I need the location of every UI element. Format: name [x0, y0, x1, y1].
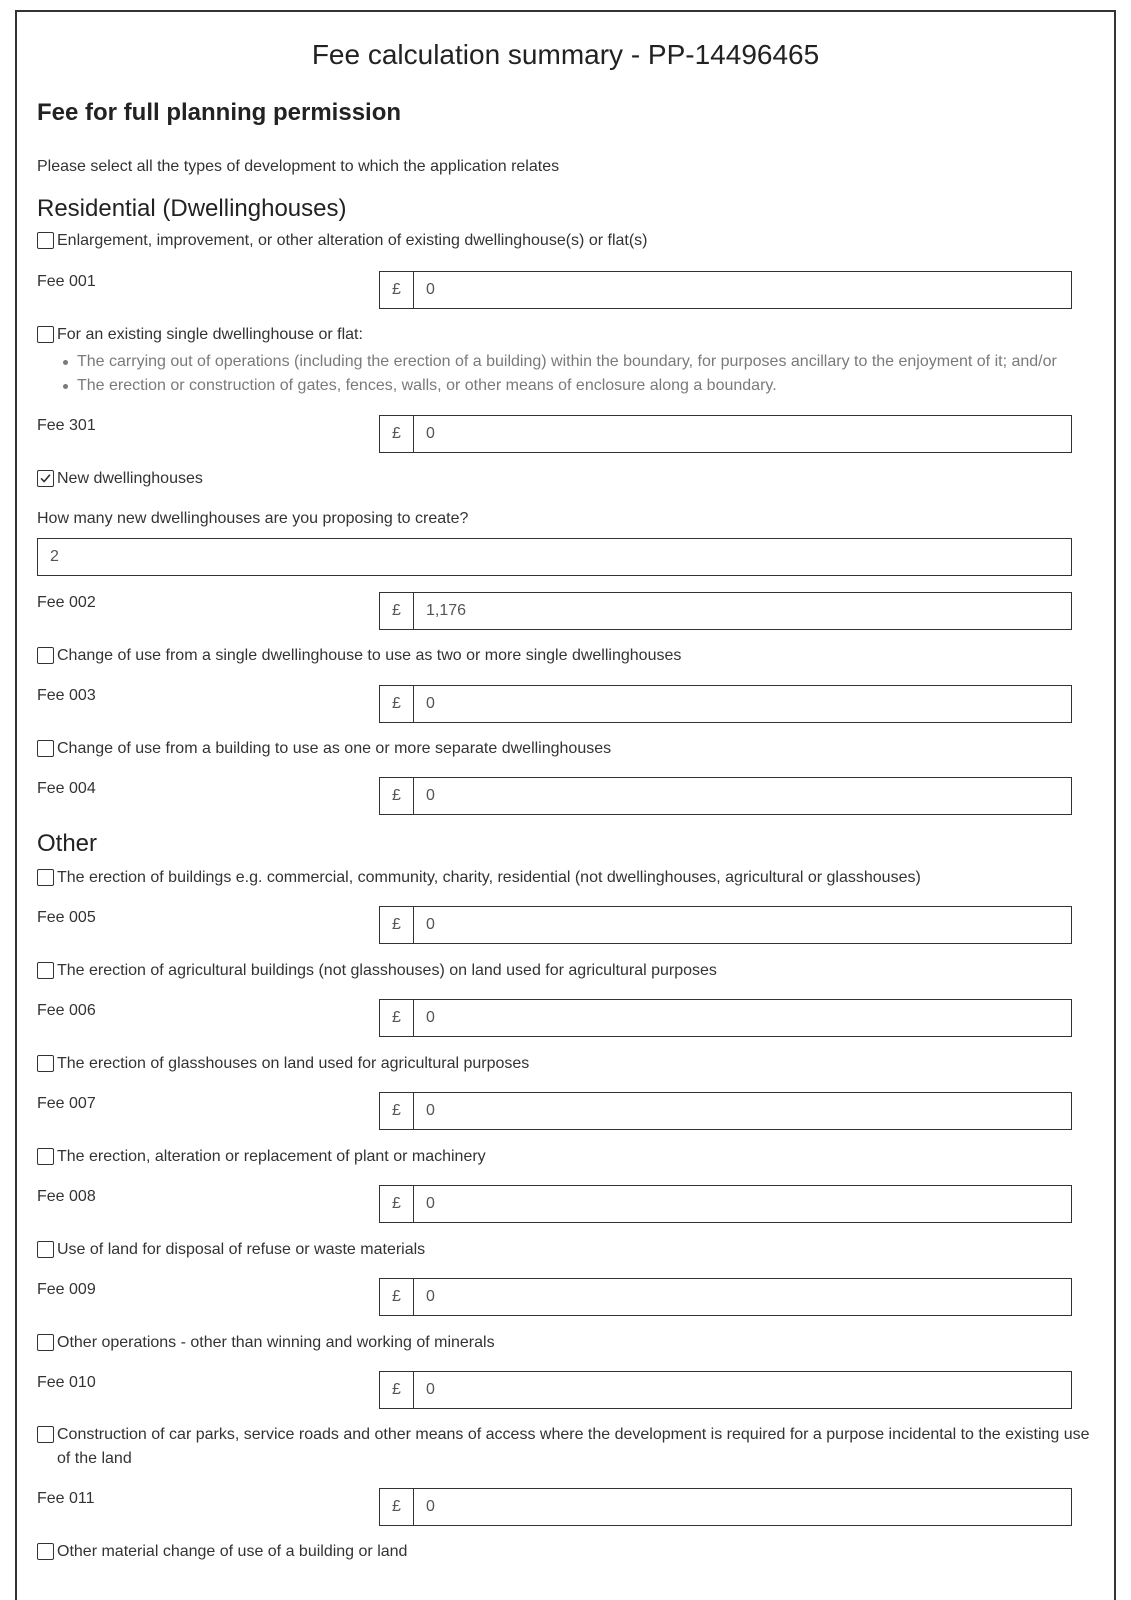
fee-label: Fee 004	[37, 780, 96, 797]
option-label: Construction of car parks, service roads and other means of access where the development is required for a purpose incidental to the existing use of the land	[57, 1426, 1090, 1467]
fee-amount-value[interactable]: 0	[426, 787, 435, 804]
checkbox-unchecked[interactable]	[37, 326, 54, 343]
fee-label: Fee 301	[37, 417, 96, 434]
option-label: For an existing single dwellinghouse or flat:	[57, 326, 363, 343]
option-label: The erection, alteration or replacement of plant or machinery	[57, 1148, 486, 1165]
currency-prefix: £	[380, 416, 414, 452]
fee-label: Fee 001	[37, 273, 96, 290]
currency-prefix: £	[380, 1279, 414, 1315]
development-type-option[interactable]	[37, 1145, 1097, 1169]
development-type-option[interactable]	[37, 644, 1097, 668]
fee-amount-value[interactable]: 0	[426, 1195, 435, 1212]
fee-amount-value[interactable]: 0	[426, 425, 435, 442]
development-type-option[interactable]	[37, 737, 1097, 761]
option-label: Change of use from a single dwellinghouse to use as two or more single dwellinghouses	[57, 647, 682, 664]
currency-prefix: £	[380, 593, 414, 629]
development-type-option[interactable]	[37, 1331, 1097, 1355]
fee-amount-value[interactable]: 1,176	[426, 602, 467, 619]
fee-amount-field[interactable]	[379, 1488, 1072, 1526]
checkbox-unchecked[interactable]	[37, 1426, 54, 1443]
fee-amount-value[interactable]: 0	[426, 1381, 435, 1398]
development-type-option[interactable]	[37, 323, 1097, 347]
development-type-option[interactable]	[37, 1238, 1097, 1262]
development-type-option[interactable]	[37, 959, 1097, 983]
page-title: Fee calculation summary - PP-14496465	[311, 39, 820, 70]
fee-amount-field[interactable]	[379, 906, 1072, 944]
fee-label: Fee 009	[37, 1281, 96, 1298]
fee-amount-value[interactable]: 0	[426, 1498, 435, 1515]
checkbox-unchecked[interactable]	[37, 1241, 54, 1258]
group-heading-residential: Residential (Dwellinghouses)	[37, 195, 347, 222]
dwellinghouses-count-field[interactable]: 2	[37, 538, 1072, 576]
development-type-option[interactable]	[37, 866, 1097, 890]
development-type-option[interactable]	[37, 1540, 1097, 1564]
fee-amount-value[interactable]: 0	[426, 281, 435, 298]
fee-amount-field[interactable]	[379, 415, 1072, 453]
fee-label: Fee 007	[37, 1095, 96, 1112]
currency-prefix: £	[380, 907, 414, 943]
currency-prefix: £	[380, 1093, 414, 1129]
development-type-option[interactable]	[37, 1052, 1097, 1076]
checkbox-unchecked[interactable]	[37, 740, 54, 757]
currency-prefix: £	[380, 272, 414, 308]
checkbox-unchecked[interactable]	[37, 869, 54, 886]
currency-prefix: £	[380, 686, 414, 722]
option-bullet-list	[57, 350, 1097, 398]
checkbox-unchecked[interactable]	[37, 647, 54, 664]
currency-prefix: £	[380, 1372, 414, 1408]
checkbox-unchecked[interactable]	[37, 962, 54, 979]
fee-amount-field[interactable]	[379, 1371, 1072, 1409]
currency-prefix: £	[380, 1186, 414, 1222]
checkbox-unchecked[interactable]	[37, 1334, 54, 1351]
fee-label: Fee 008	[37, 1188, 96, 1205]
fee-amount-value[interactable]: 0	[426, 1009, 435, 1026]
option-label: Other operations - other than winning and working of minerals	[57, 1334, 495, 1351]
intro-text: Please select all the types of development to which the application relates	[37, 158, 560, 175]
option-label: The erection of buildings e.g. commercial, community, charity, residential (not dwellinghouses, agricultural or glasshouses)	[57, 869, 921, 886]
fee-label: Fee 006	[37, 1002, 96, 1019]
dwellinghouses-question: How many new dwellinghouses are you proposing to create?	[37, 510, 469, 527]
fee-label: Fee 003	[37, 687, 96, 704]
fee-amount-value[interactable]: 0	[426, 1102, 435, 1119]
currency-prefix: £	[380, 1489, 414, 1525]
development-type-option[interactable]	[37, 229, 1097, 253]
fee-amount-field[interactable]	[379, 1278, 1072, 1316]
list-item: The erection or construction of gates, fences, walls, or other means of enclosure along a boundary.	[57, 374, 1097, 398]
section-heading: Fee for full planning permission	[37, 99, 402, 126]
currency-prefix: £	[380, 1000, 414, 1036]
option-label: Change of use from a building to use as one or more separate dwellinghouses	[57, 740, 612, 757]
list-item: The carrying out of operations (including the erection of a building) within the boundary, for purposes ancillary to the enjoyment of it; and/or	[57, 350, 1097, 374]
fee-amount-field[interactable]	[379, 999, 1072, 1037]
option-label: The erection of glasshouses on land used for agricultural purposes	[57, 1055, 530, 1072]
option-label: Other material change of use of a building or land	[57, 1543, 408, 1560]
group-heading-other: Other	[37, 830, 98, 857]
checkbox-unchecked[interactable]	[37, 1543, 54, 1560]
fee-amount-field[interactable]	[379, 1092, 1072, 1130]
option-label: The erection of agricultural buildings (not glasshouses) on land used for agricultural purposes	[57, 962, 717, 979]
checkbox-unchecked[interactable]	[37, 1055, 54, 1072]
option-label: Enlargement, improvement, or other alteration of existing dwellinghouse(s) or flat(s)	[57, 232, 648, 249]
fee-amount-value[interactable]: 0	[426, 916, 435, 933]
checkbox-checked[interactable]	[37, 470, 54, 487]
development-type-option[interactable]	[37, 467, 1097, 491]
check-icon	[39, 472, 52, 485]
fee-amount-field[interactable]	[379, 592, 1072, 630]
checkbox-unchecked[interactable]	[37, 232, 54, 249]
option-label: Use of land for disposal of refuse or waste materials	[57, 1241, 426, 1258]
fee-label: Fee 005	[37, 909, 96, 926]
development-type-option[interactable]	[37, 1423, 1097, 1471]
fee-amount-value[interactable]: 0	[426, 1288, 435, 1305]
fee-amount-field[interactable]	[379, 271, 1072, 309]
fee-amount-value[interactable]: 0	[426, 695, 435, 712]
fee-amount-field[interactable]	[379, 685, 1072, 723]
currency-prefix: £	[380, 778, 414, 814]
fee-amount-field[interactable]	[379, 1185, 1072, 1223]
checkbox-unchecked[interactable]	[37, 1148, 54, 1165]
option-label: New dwellinghouses	[57, 470, 203, 487]
fee-label: Fee 010	[37, 1374, 96, 1391]
fee-amount-field[interactable]	[379, 777, 1072, 815]
fee-label: Fee 011	[37, 1490, 95, 1507]
fee-label: Fee 002	[37, 594, 96, 611]
